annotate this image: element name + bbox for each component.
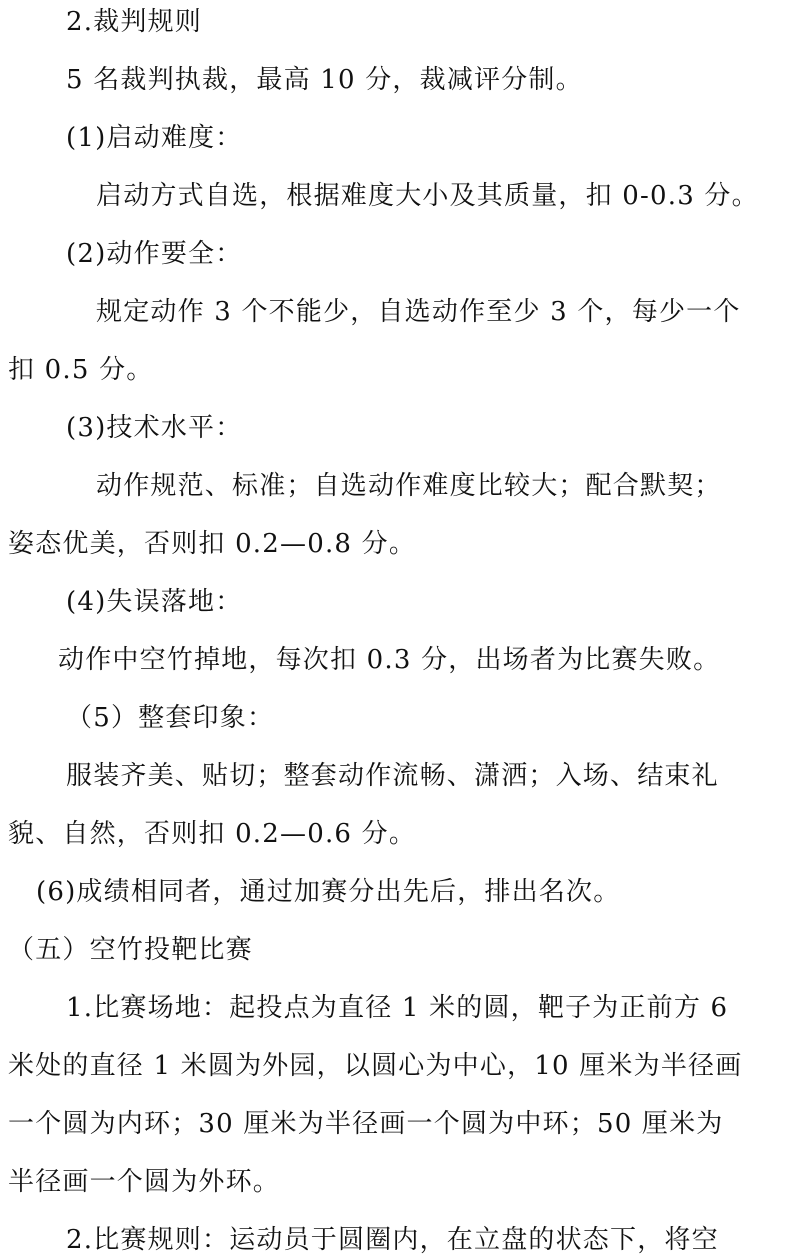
subheading-start-difficulty: (1)启动难度： bbox=[66, 123, 243, 153]
subheading-technical-level: (3)技术水平： bbox=[66, 413, 243, 443]
subheading-complete-moves: (2)动作要全： bbox=[66, 239, 243, 269]
subheading-overall-impression: （5）整套印象： bbox=[66, 703, 275, 733]
paragraph-line: 5 名裁判执裁，最高 10 分，裁减评分制。 bbox=[66, 65, 583, 95]
paragraph-line: 2.比赛规则：运动员于圆圈内，在立盘的状态下，将空 bbox=[66, 1225, 719, 1255]
paragraph-line: 动作中空竹掉地，每次扣 0.3 分，出场者为比赛失败。 bbox=[58, 645, 721, 675]
paragraph-line: 半径画一个圆为外环。 bbox=[8, 1167, 281, 1197]
paragraph-line: 服装齐美、贴切；整套动作流畅、潇洒；入场、结束礼 bbox=[66, 761, 719, 791]
paragraph-line: 米处的直径 1 米圆为外园，以圆心为中心，10 厘米为半径画 bbox=[8, 1051, 743, 1081]
subheading-mistake-drop: (4)失误落地： bbox=[66, 587, 243, 617]
paragraph-line: 一个圆为内环；30 厘米为半径画一个圆为中环；50 厘米为 bbox=[8, 1109, 724, 1139]
paragraph-line: 扣 0.5 分。 bbox=[8, 355, 154, 385]
paragraph-line: (6)成绩相同者，通过加赛分出先后，排出名次。 bbox=[36, 877, 621, 907]
paragraph-line: 1.比赛场地：起投点为直径 1 米的圆，靶子为正前方 6 bbox=[66, 993, 729, 1023]
paragraph-line: 动作规范、标准；自选动作难度比较大；配合默契； bbox=[96, 471, 722, 501]
paragraph-line: 姿态优美，否则扣 0.2—0.8 分。 bbox=[8, 529, 417, 559]
section-heading-target-throwing: （五）空竹投靶比赛 bbox=[8, 935, 253, 965]
paragraph-line: 启动方式自选，根据难度大小及其质量，扣 0-0.3 分。 bbox=[96, 181, 759, 211]
paragraph-line: 貌、自然，否则扣 0.2—0.6 分。 bbox=[8, 819, 417, 849]
paragraph-line: 规定动作 3 个不能少，自选动作至少 3 个，每少一个 bbox=[96, 297, 741, 327]
section-heading-judging-rules: 2.裁判规则 bbox=[66, 7, 203, 37]
